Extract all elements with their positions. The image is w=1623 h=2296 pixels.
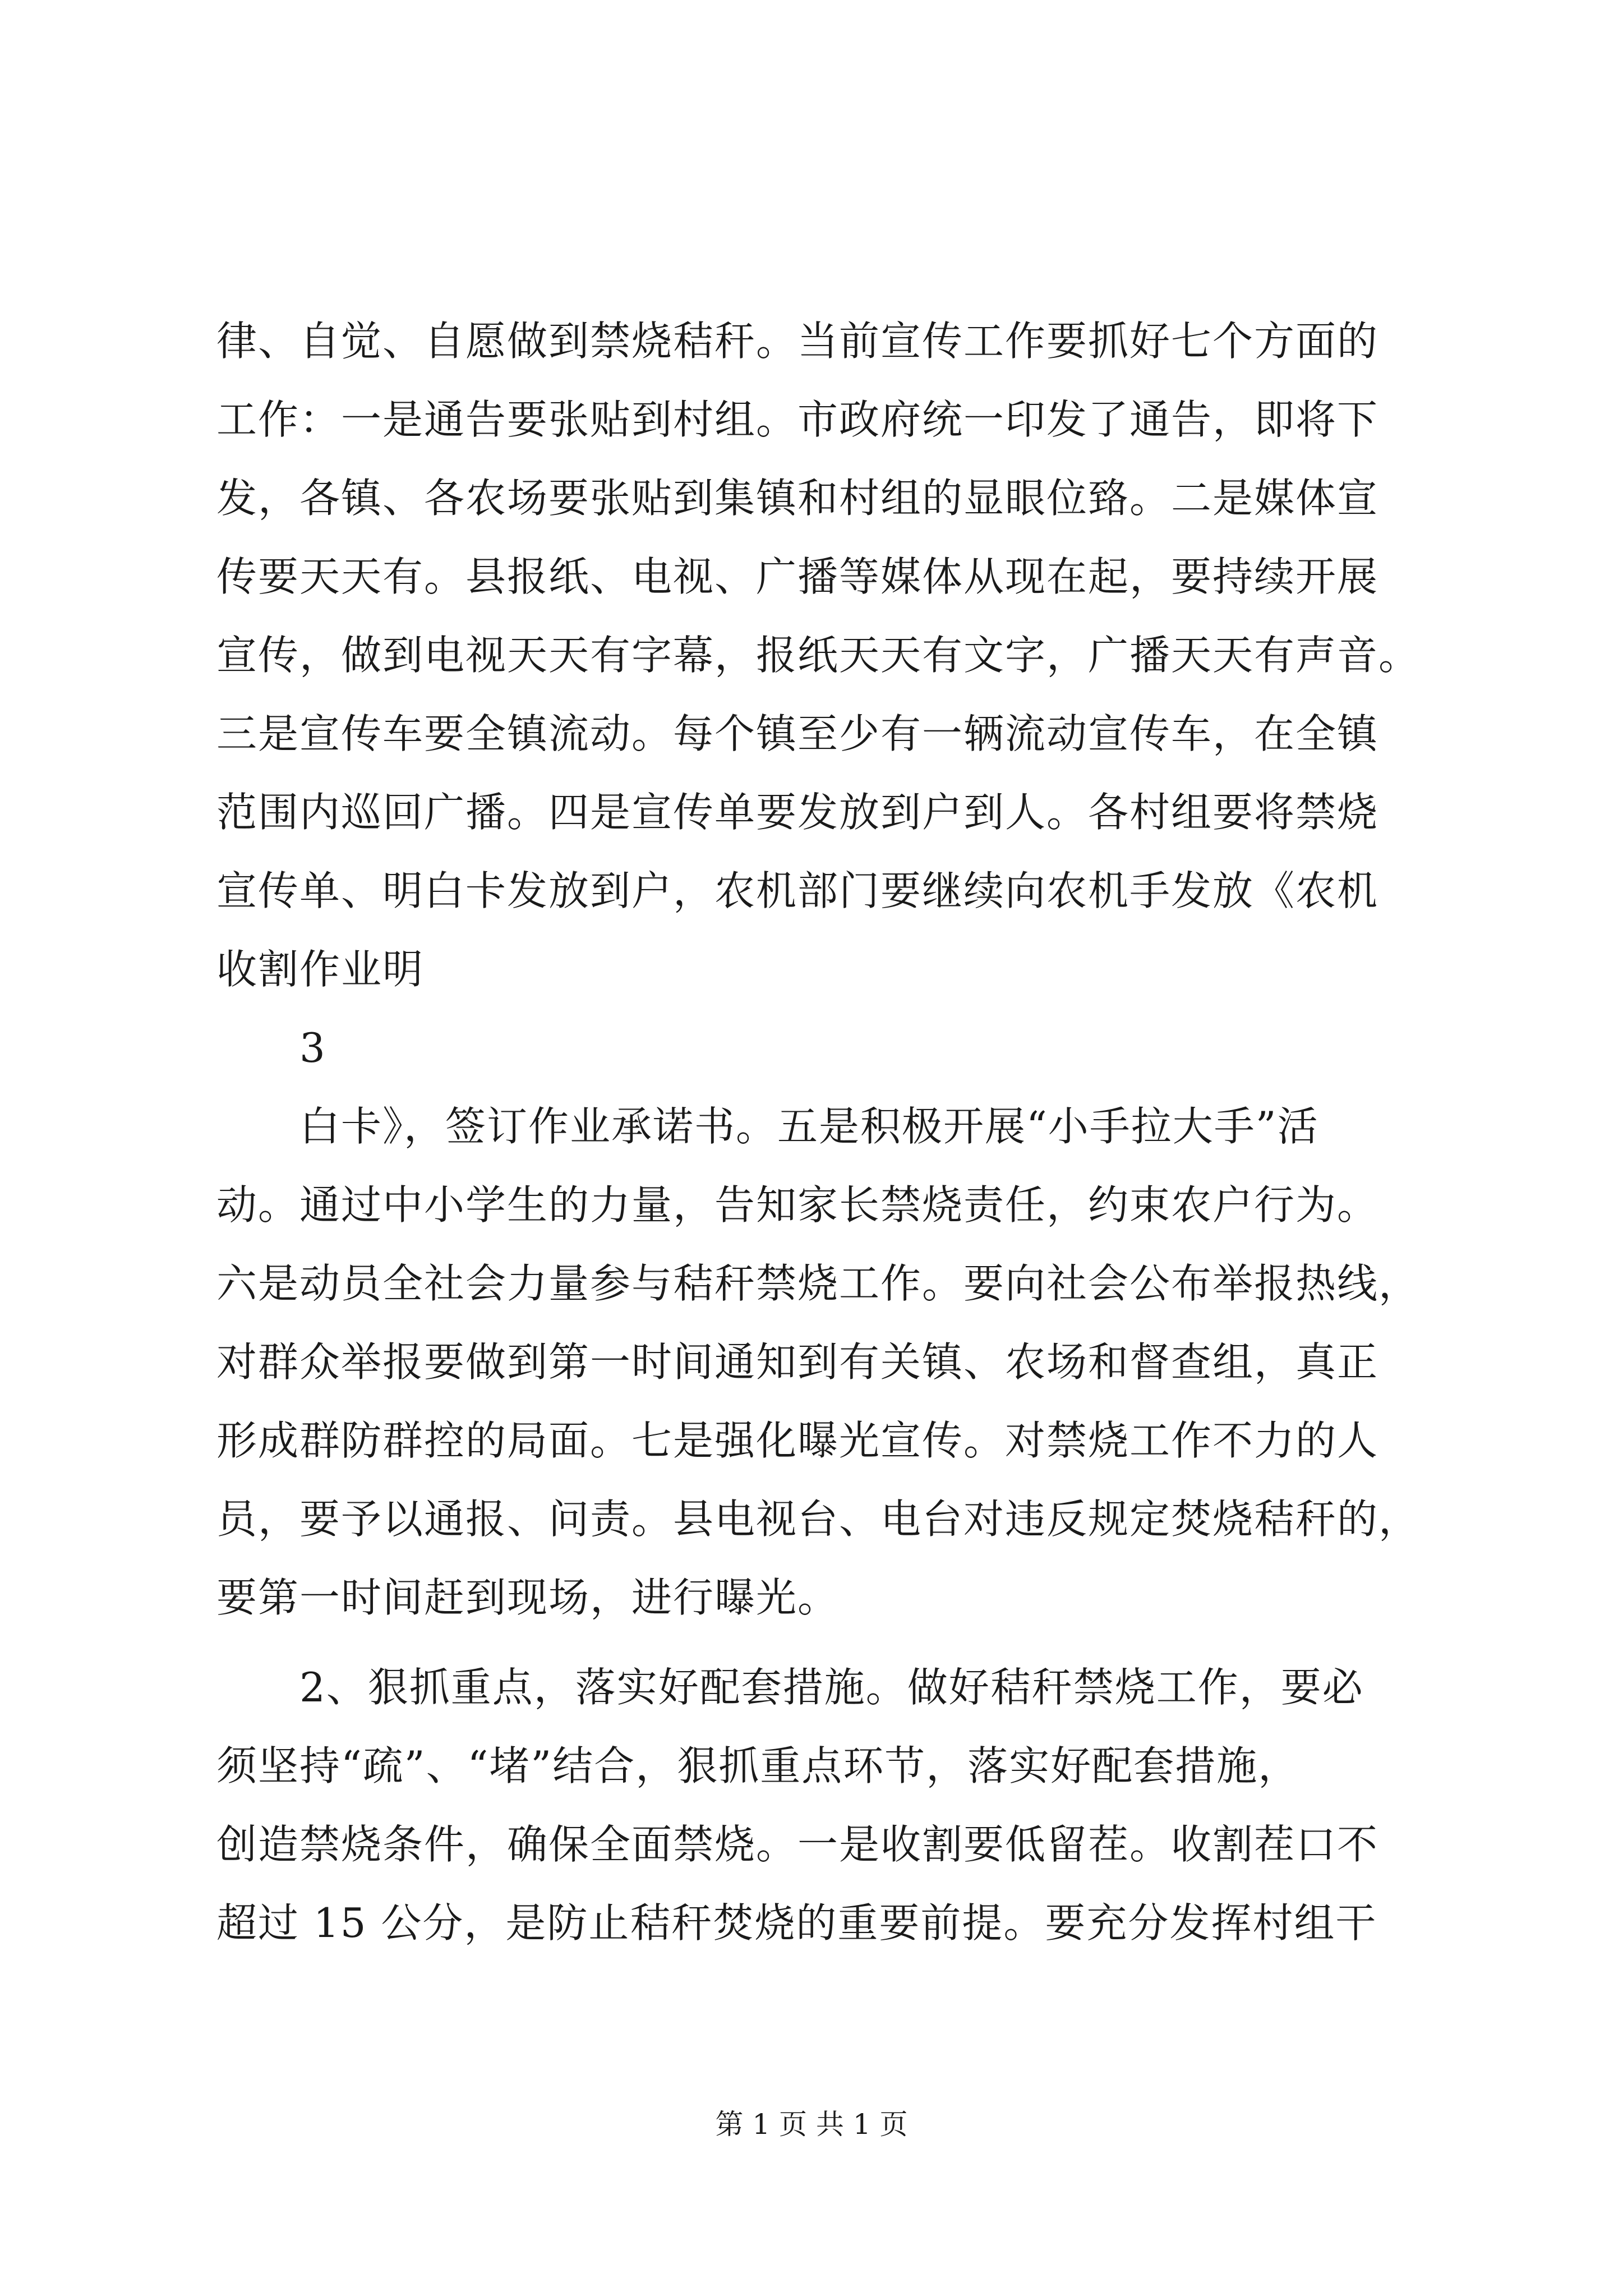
text-line: 发，各镇、各农场要张贴到集镇和村组的显眼位臵。二是媒体宣 <box>216 475 1379 522</box>
text-line: 须坚持“疏”、“堵”结合，狠抓重点环节，落实好配套措施， <box>216 1742 1300 1789</box>
page-footer: 第 1 页 共 1 页 <box>715 2108 908 2141</box>
text-line: 六是动员全社会力量参与秸秆禁烧工作。要向社会公布举报热线， <box>216 1260 1421 1307</box>
text-line: 创造禁烧条件，确保全面禁烧。一是收割要低留茬。收割茬口不 <box>216 1821 1379 1868</box>
text-line: 传要天天有。县报纸、电视、广播等媒体从现在起，要持续开展 <box>216 553 1379 600</box>
text-line: 2、狠抓重点，落实好配套措施。做好秸秆禁烧工作，要必 <box>299 1664 1364 1711</box>
text-line: 三是宣传车要全镇流动。每个镇至少有一辆流动宣传车，在全镇 <box>216 710 1379 757</box>
text-line: 白卡》，签订作业承诺书。五是积极开展“小手拉大手”活 <box>299 1103 1319 1150</box>
text-line: 收割作业明 <box>216 946 425 993</box>
text-line: 超过 15 公分，是防止秸秆焚烧的重要前提。要充分发挥村组干 <box>216 1899 1377 1947</box>
text-line: 宣传，做到电视天天有字幕，报纸天天有文字，广播天天有声音。 <box>216 632 1421 679</box>
text-line: 工作：一是通告要张贴到村组。市政府统一印发了通告，即将下 <box>216 396 1379 443</box>
text-line: 对群众举报要做到第一时间通知到有关镇、农场和督查组，真正 <box>216 1338 1379 1386</box>
text-line: 要第一时间赶到现场，进行曝光。 <box>216 1574 840 1621</box>
text-line: 员，要予以通报、问责。县电视台、电台对违反规定焚烧秸秆的， <box>216 1496 1421 1543</box>
text-line: 律、自觉、自愿做到禁烧秸秆。当前宣传工作要抓好七个方面的 <box>216 318 1379 365</box>
text-line: 动。通过中小学生的力量，告知家长禁烧责任，约束农户行为。 <box>216 1181 1379 1228</box>
text-line: 范围内巡回广播。四是宣传单要发放到户到人。各村组要将禁烧 <box>216 789 1379 836</box>
text-line: 宣传单、明白卡发放到户，农机部门要继续向农机手发放《农机 <box>216 867 1379 914</box>
page-number-inline: 3 <box>299 1024 326 1071</box>
text-line: 形成群防群控的局面。七是强化曝光宣传。对禁烧工作不力的人 <box>216 1417 1379 1464</box>
